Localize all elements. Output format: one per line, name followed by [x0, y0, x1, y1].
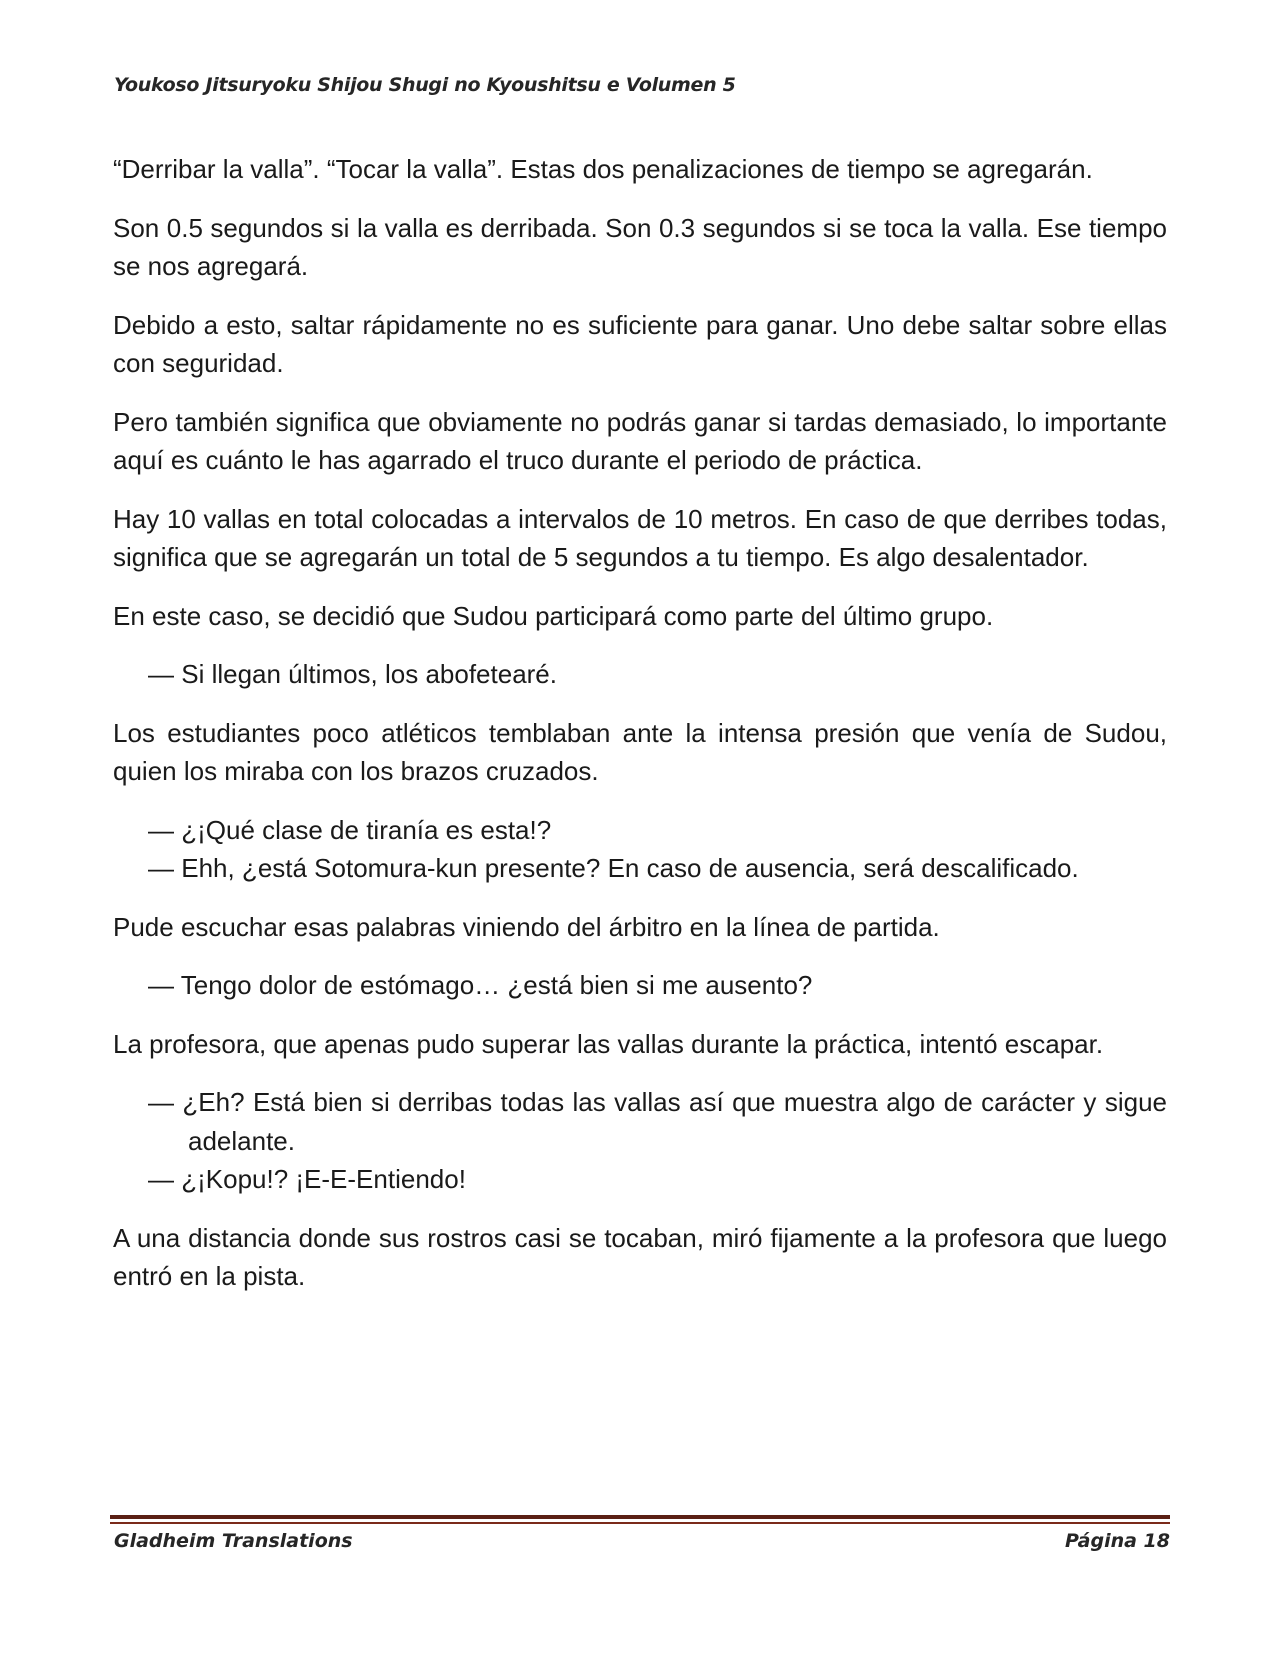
paragraph: Pude escuchar esas palabras viniendo del árbitro en la línea de partida.: [113, 911, 940, 942]
page-header-title: Youkoso Jitsuryoku Shijou Shugi no Kyoushitsu e Volumen 5: [114, 74, 736, 96]
dialogue-line: — ¿¡Kopu!? ¡E-E-Entiendo!: [148, 1164, 466, 1194]
paragraph: Son 0.5 segundos si la valla es derribada. Son 0.3 segundos si se toca la valla. Ese tiempo se nos agregará.: [113, 212, 1167, 281]
page-body: [113, 150, 1167, 1316]
dialogue-group: [113, 811, 1167, 888]
paragraph: La profesora, que apenas pudo superar las vallas durante la práctica, intentó escapar.: [113, 1028, 1104, 1059]
dialogue-line: — ¿Eh? Está bien si derribas todas las vallas así que muestra algo de carácter y sigue adelante.: [148, 1087, 1167, 1156]
dialogue-group: [113, 1083, 1167, 1199]
paragraph: Los estudiantes poco atléticos temblaban ante la intensa presión que venía de Sudou, quien los miraba con los brazos cruzados.: [113, 717, 1167, 786]
paragraph: A una distancia donde sus rostros casi se tocaban, miró fijamente a la profesora que luego entró en la pista.: [113, 1222, 1167, 1291]
footer-page-number: Página 18: [1064, 1530, 1170, 1552]
paragraph: Hay 10 vallas en total colocadas a intervalos de 10 metros. En caso de que derribes todas, significa que se agregarán un total de 5 segundos a tu tiempo. Es algo desalentador.: [113, 503, 1167, 572]
paragraph: “Derribar la valla”. “Tocar la valla”. Estas dos penalizaciones de tiempo se agregarán.: [113, 154, 1093, 184]
dialogue-line: — Si llegan últimos, los abofetearé.: [148, 659, 557, 689]
dialogue-group: [113, 966, 1167, 1005]
footer-divider: [110, 1515, 1170, 1519]
dialogue-line: — ¿¡Qué clase de tiranía es esta!?: [148, 814, 552, 845]
footer-divider-thin: [110, 1522, 1170, 1524]
paragraph: Debido a esto, saltar rápidamente no es suficiente para ganar. Uno debe saltar sobre ellas con seguridad.: [113, 309, 1167, 378]
footer-publisher: Gladheim Translations: [114, 1530, 353, 1552]
paragraph: En este caso, se decidió que Sudou participará como parte del último grupo.: [113, 600, 994, 631]
paragraph: Pero también significa que obviamente no podrás ganar si tardas demasiado, lo importante aquí es cuánto le has agarrado el truco durante el periodo de práctica.: [113, 406, 1167, 475]
dialogue-line: — Tengo dolor de estómago… ¿está bien si me ausento?: [148, 970, 813, 1000]
dialogue-line: — Ehh, ¿está Sotomura-kun presente? En caso de ausencia, será descalificado.: [148, 853, 1079, 883]
dialogue-group: [113, 655, 1167, 694]
